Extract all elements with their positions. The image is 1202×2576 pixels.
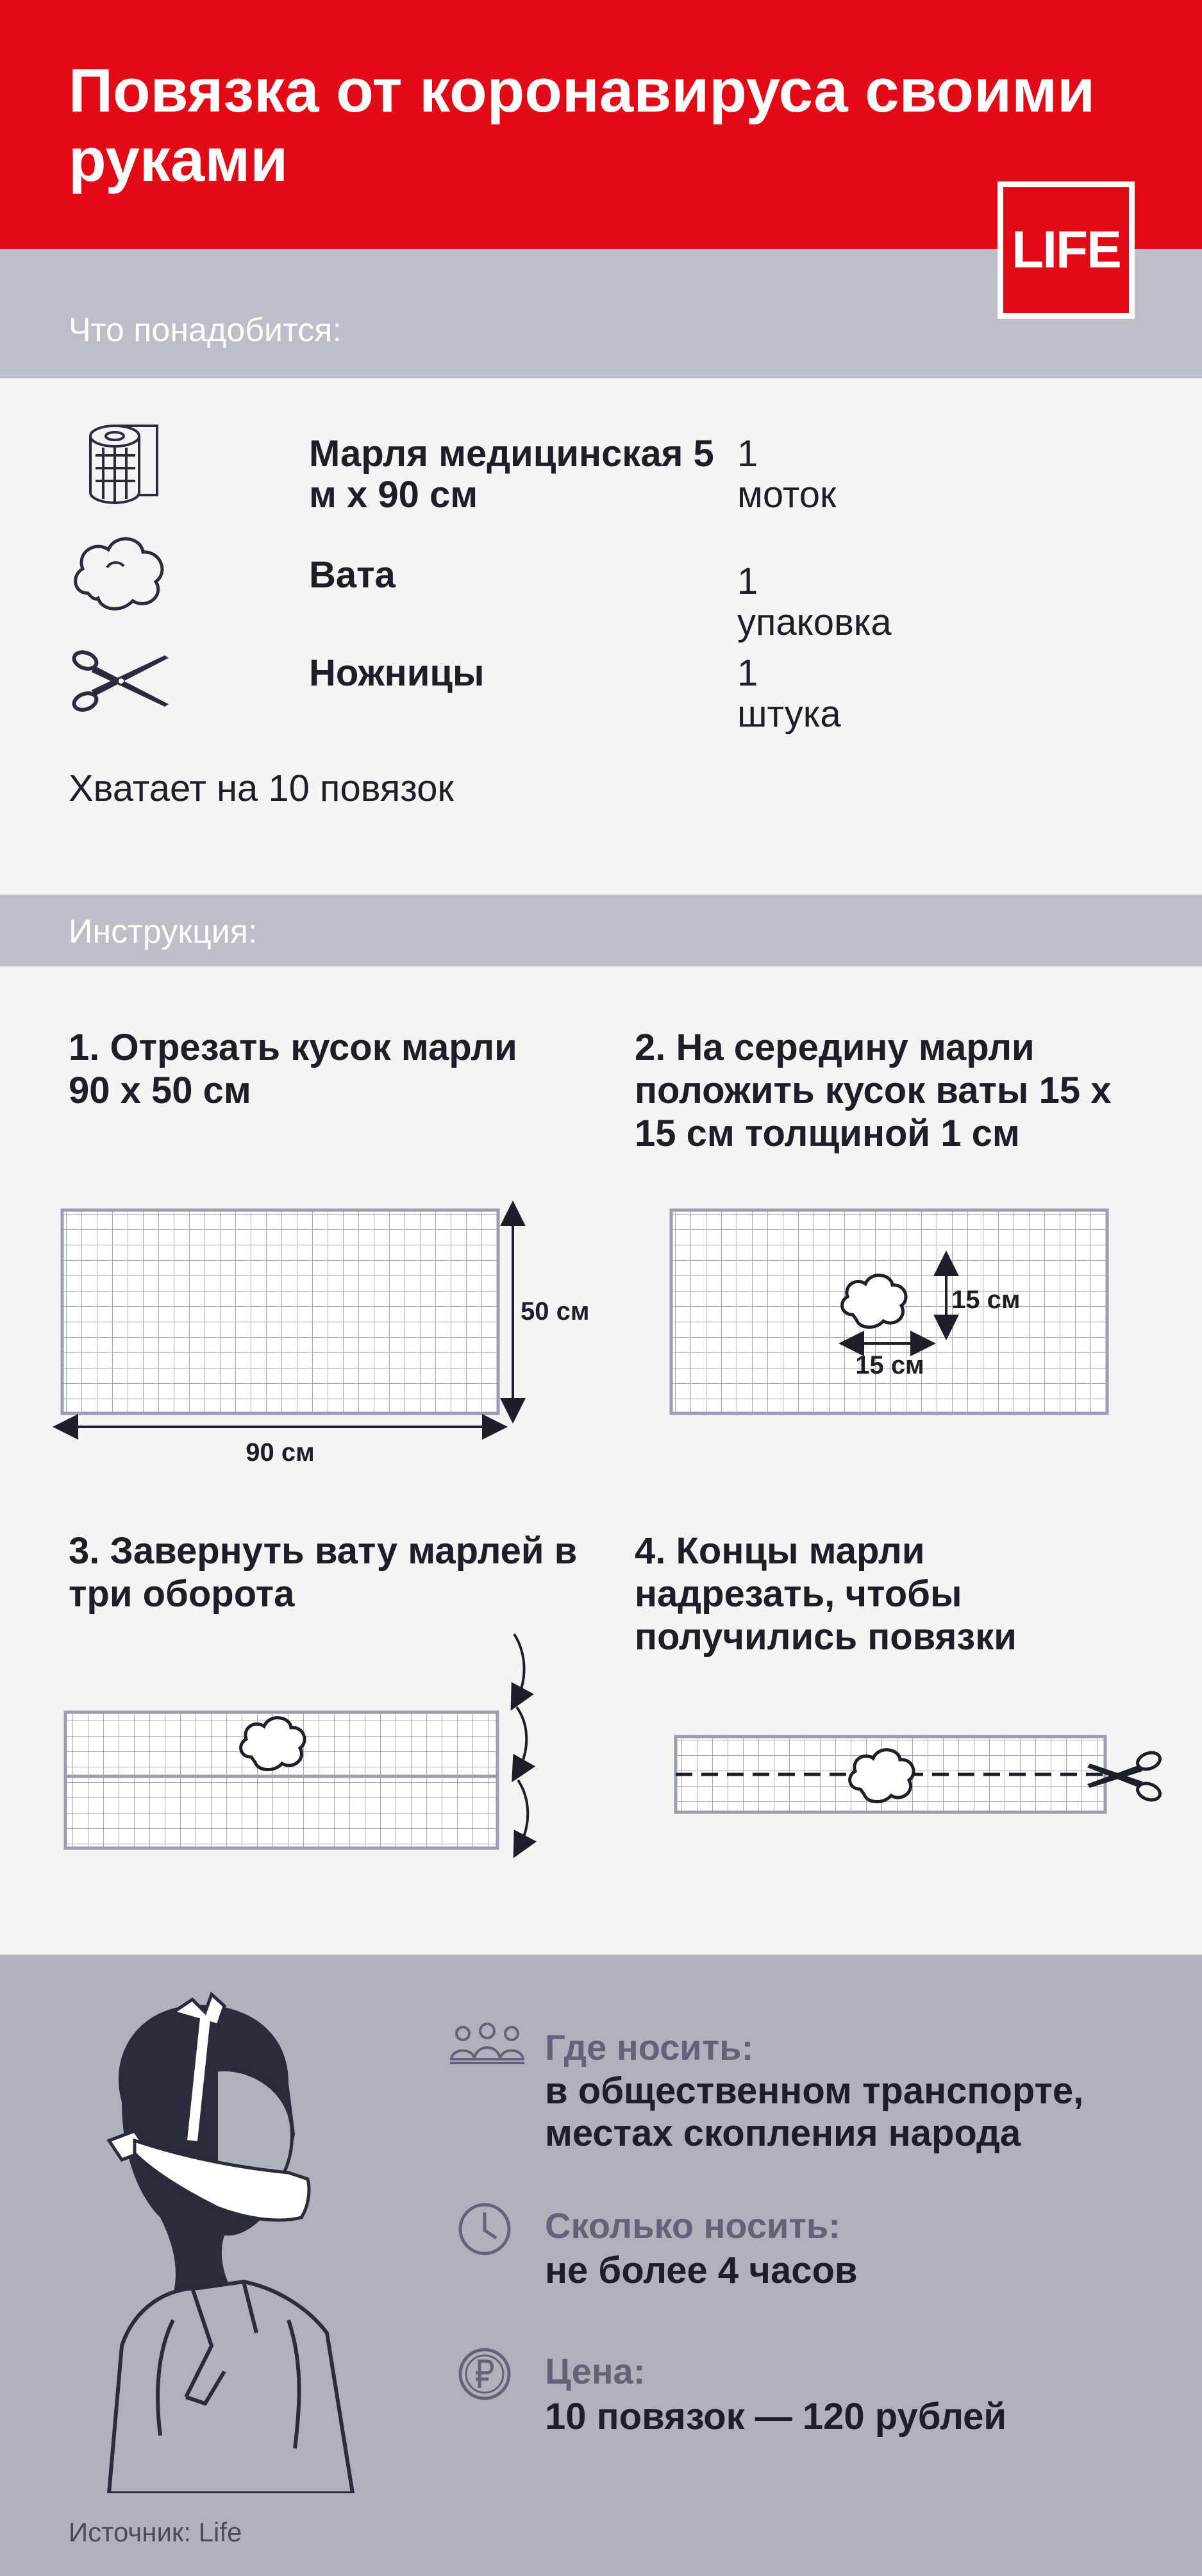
where-value: в общественном транспорте, местах скопления народа [545,2070,1084,2154]
step-3-title: 3. Завернуть вату марлей в три оборота [69,1530,578,1615]
needs-note: Хватает на 10 повязок [69,768,454,809]
pad-height-label: 15 см [951,1286,1021,1314]
fold-arrow [518,1780,528,1847]
gauze-roll-icon [81,423,165,507]
step-1-title: 1. Отрезать кусок марли 90 х 50 см [69,1027,517,1111]
cotton-wool-icon [69,529,171,616]
instructions-label: Инструкция: [69,913,258,950]
step-2-title: 2. На середину марли положить кусок ваты 15 х 15 см толщиной 1 см [635,1027,1112,1154]
page-title: Повязка от коронавируса своими руками [69,56,1096,194]
price-label: Цена: [545,2351,646,2391]
step-1-diagram [51,1199,615,1475]
clock-icon [456,2201,513,2257]
duration-value: не более 4 часов [545,2250,858,2291]
source-credit: Источник: Life [69,2517,242,2547]
step-3-diagram [58,1629,545,1866]
needs-item-qty: 1 моток [737,433,837,516]
needs-item-name: Вата [309,554,396,596]
info-section [0,1955,1202,2576]
ruble-coin-icon [456,2346,513,2402]
pad-width-label: 15 см [855,1351,924,1379]
step-4-diagram [667,1725,1180,1828]
width-label: 90 см [246,1438,315,1467]
step-4-title: 4. Концы марли надрезать, чтобы получились повязки [635,1530,1017,1658]
life-logo[interactable] [997,181,1135,319]
fold-arrow [514,1634,524,1699]
needs-item-qty: 1 упаковка [737,560,892,643]
needs-item-qty: 1 штука [737,652,841,735]
people-icon [449,2022,526,2067]
scissors-icon [69,643,171,720]
where-label: Где носить: [545,2027,754,2067]
logo-text: LIFE [1012,221,1121,279]
needs-label: Что понадобится: [69,312,342,349]
needs-item-name: Ножницы [309,652,485,694]
height-label: 50 см [521,1297,590,1326]
needs-item-name: Марля медицинская 5 м х 90 см [309,433,714,516]
step-2-diagram [660,1199,1122,1424]
instructions-band [0,895,1202,966]
duration-label: Сколько носить: [545,2205,840,2246]
person-illustration [96,1987,365,2493]
price-value: 10 повязок — 120 рублей [545,2396,1007,2437]
fold-arrow [517,1707,526,1771]
